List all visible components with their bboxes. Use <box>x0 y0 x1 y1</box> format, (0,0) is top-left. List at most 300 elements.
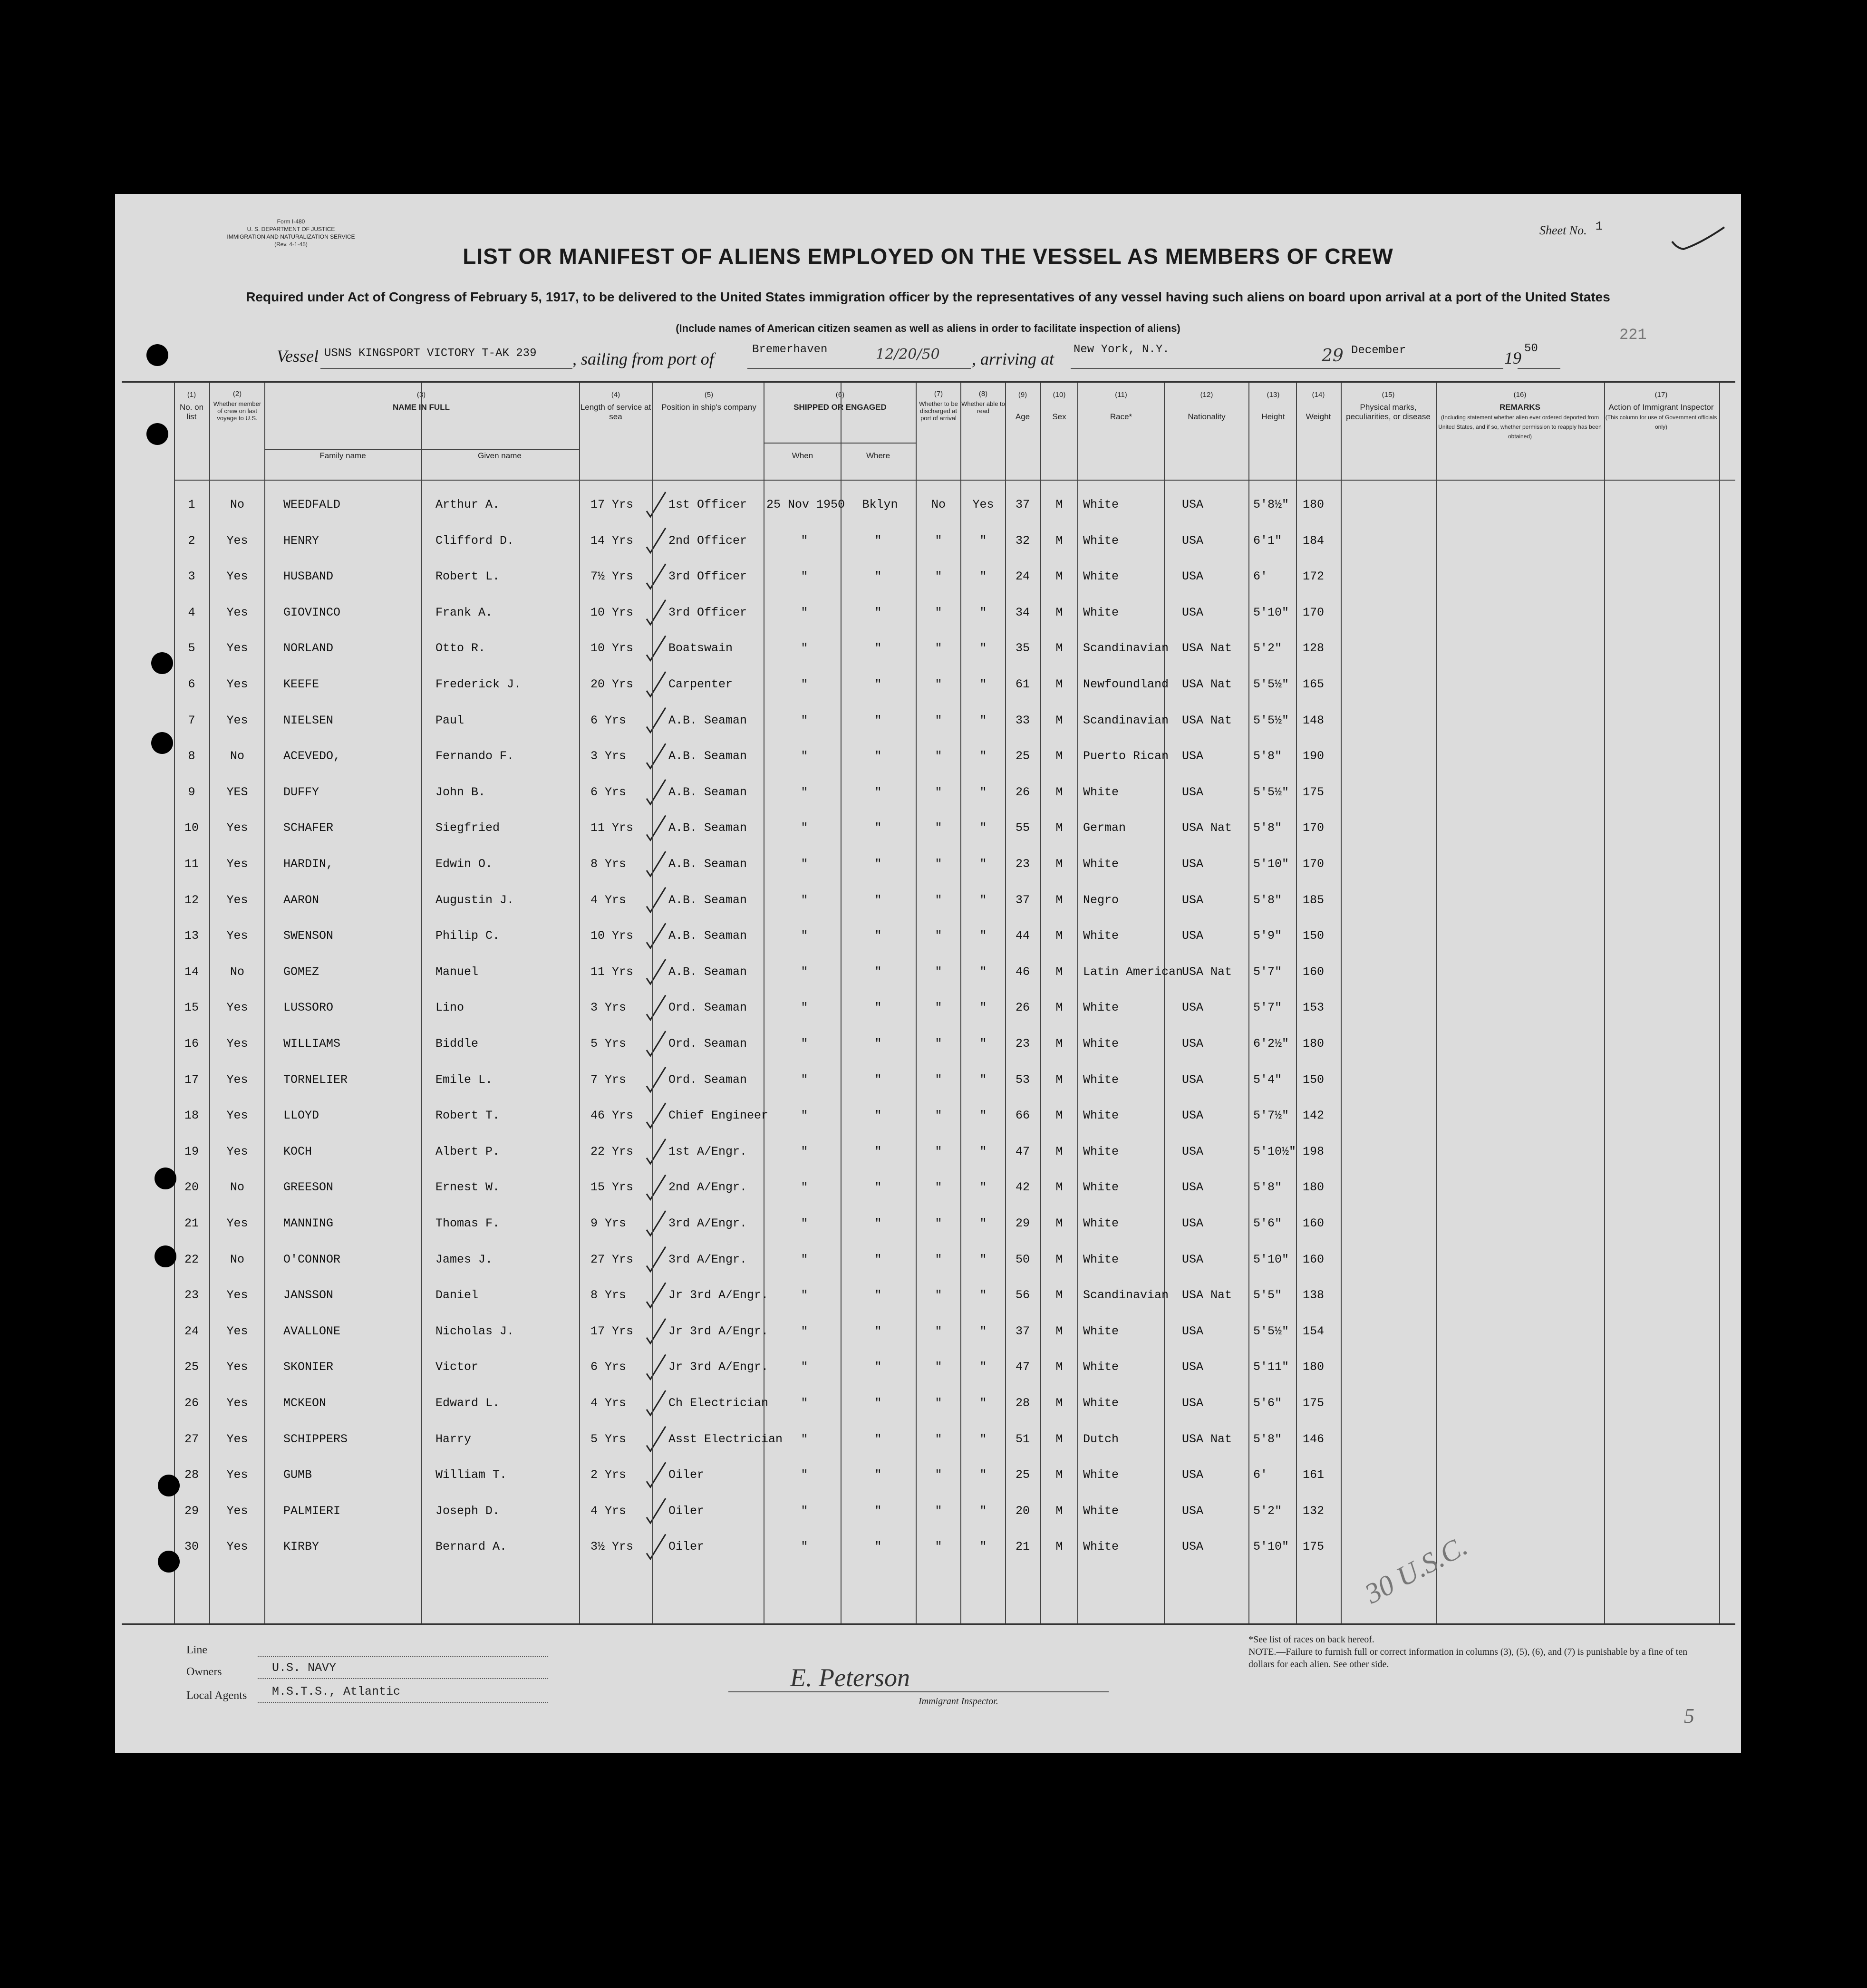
ditto-mark: " <box>874 1504 882 1518</box>
cell-height: 5'7" <box>1253 965 1282 979</box>
ditto-mark: " <box>801 821 808 835</box>
cell-nat: USA Nat <box>1182 641 1232 656</box>
cell-race: Latin American <box>1083 965 1183 979</box>
cell-nat: USA <box>1182 1324 1204 1338</box>
ditto-mark: " <box>801 1360 808 1374</box>
ditto-mark: " <box>935 893 942 907</box>
cell-last: Yes <box>226 1396 248 1410</box>
cell-service: 6 Yrs <box>590 713 627 727</box>
cell-last: Yes <box>226 929 248 943</box>
ditto-mark: " <box>874 1396 882 1410</box>
cell-age: 56 <box>1015 1288 1030 1303</box>
ditto-mark: " <box>874 965 882 979</box>
cell-nat: USA <box>1182 1072 1204 1087</box>
cell-service: 15 Yrs <box>590 1180 634 1195</box>
ditto-mark: " <box>874 1144 882 1158</box>
cell-nat: USA <box>1182 1037 1204 1051</box>
cell-given: Clifford D. <box>435 533 514 548</box>
cell-service: 3 Yrs <box>590 1001 627 1015</box>
check-mark <box>647 780 666 804</box>
cell-no: 16 <box>184 1037 199 1051</box>
line-field <box>258 1656 548 1657</box>
header-read: (8) Whether able to read <box>961 390 1005 415</box>
cell-service: 5 Yrs <box>590 1432 627 1446</box>
cell-height: 5'5½" <box>1253 677 1289 691</box>
cell-no: 14 <box>184 965 199 979</box>
cell-weight: 146 <box>1303 1432 1325 1446</box>
punch-hole <box>155 1245 176 1267</box>
header-name: (3) NAME IN FULL <box>393 391 450 412</box>
cell-nat: USA <box>1182 569 1204 584</box>
cell-weight: 175 <box>1303 785 1325 799</box>
cell-weight: 160 <box>1303 1216 1325 1230</box>
cell-nat: USA Nat <box>1182 1288 1232 1303</box>
cell-age: 66 <box>1015 1109 1030 1123</box>
header-nationality: (12) Nationality <box>1188 391 1226 421</box>
cell-given: Augustin J. <box>435 893 514 907</box>
sheet-number: Sheet No. 1 <box>1539 219 1603 237</box>
cell-height: 5'9" <box>1253 929 1282 943</box>
cell-service: 11 Yrs <box>590 821 634 835</box>
column-rule <box>1719 383 1720 1623</box>
form-subtitle: Required under Act of Congress of February 5, 1917, to be delivered to the United States immigration officer by the representatives of any vessel having such aliens on board upon arrival at a port of the United States <box>246 290 1610 304</box>
date-underline <box>1318 368 1503 369</box>
cell-nat: USA <box>1182 498 1204 511</box>
check-mark <box>647 1390 666 1415</box>
cell-race: Scandinavian <box>1083 641 1169 656</box>
cell-age: 51 <box>1015 1432 1030 1446</box>
ditto-mark: " <box>979 821 987 835</box>
cell-position: A.B. Seaman <box>668 965 747 979</box>
ditto-mark: " <box>874 641 882 656</box>
cell-service: 22 Yrs <box>590 1144 634 1158</box>
cell-height: 5'8" <box>1253 1432 1282 1446</box>
ditto-mark: " <box>801 893 808 907</box>
cell-age: 50 <box>1015 1252 1030 1266</box>
cell-service: 7 Yrs <box>590 1072 627 1087</box>
cell-position: 2nd Officer <box>668 533 747 548</box>
line-label: Line <box>186 1644 207 1656</box>
cell-race: White <box>1083 1180 1119 1195</box>
cell-age: 25 <box>1015 1468 1030 1482</box>
cell-where: Bklyn <box>862 498 898 511</box>
cell-sex: M <box>1055 1504 1063 1518</box>
cell-weight: 160 <box>1303 1252 1325 1266</box>
cell-age: 37 <box>1015 893 1030 907</box>
cell-position: Boatswain <box>668 641 733 656</box>
cell-position: 3rd Officer <box>668 569 747 584</box>
cell-weight: 142 <box>1303 1109 1325 1123</box>
header-physical-marks: (15) Physical marks, peculiarities, or disease <box>1346 391 1431 421</box>
cell-service: 10 Yrs <box>590 929 634 943</box>
cell-height: 6' <box>1253 569 1268 584</box>
cell-no: 12 <box>184 893 199 907</box>
cell-weight: 150 <box>1303 929 1325 943</box>
check-mark <box>647 600 666 625</box>
header-inspector-action: (17) Action of Immigrant Inspector (This column for use of Government officials only) <box>1605 391 1717 430</box>
ditto-mark: " <box>979 569 987 584</box>
column-rule <box>1296 383 1297 1623</box>
cell-sex: M <box>1055 1540 1063 1554</box>
check-mark <box>647 743 666 768</box>
cell-service: 4 Yrs <box>590 1396 627 1410</box>
cell-position: Oiler <box>668 1468 705 1482</box>
cell-weight: 165 <box>1303 677 1325 691</box>
cell-height: 5'4" <box>1253 1072 1282 1087</box>
ditto-mark: " <box>979 1001 987 1015</box>
ditto-mark: " <box>874 929 882 943</box>
cell-nat: USA Nat <box>1182 821 1232 835</box>
cell-last: YES <box>226 785 248 799</box>
cell-sex: M <box>1055 1109 1063 1123</box>
cell-given: Harry <box>435 1432 472 1446</box>
ditto-mark: " <box>979 929 987 943</box>
cell-family: JANSSON <box>283 1288 334 1303</box>
header-height: (13) Height <box>1261 391 1285 421</box>
ditto-mark: " <box>979 1396 987 1410</box>
ditto-mark: " <box>801 1037 808 1051</box>
ditto-mark: " <box>935 1324 942 1338</box>
cell-service: 46 Yrs <box>590 1109 634 1123</box>
sheet-check-mark <box>1672 224 1729 253</box>
cell-race: White <box>1083 1468 1119 1482</box>
ditto-mark: " <box>801 605 808 619</box>
cell-height: 5'5" <box>1253 1288 1282 1303</box>
port-underline <box>747 368 971 369</box>
cell-no: 29 <box>184 1504 199 1518</box>
header-last-voyage: (2) Whether member of crew on last voyage to U.S. <box>213 390 261 422</box>
ditto-mark: " <box>801 929 808 943</box>
check-mark <box>647 1534 666 1559</box>
cell-weight: 170 <box>1303 857 1325 871</box>
cell-weight: 185 <box>1303 893 1325 907</box>
check-mark <box>647 1139 666 1164</box>
cell-sex: M <box>1055 1432 1063 1446</box>
ditto-mark: " <box>935 713 942 727</box>
ditto-mark: " <box>801 641 808 656</box>
cell-service: 17 Yrs <box>590 1324 634 1338</box>
cell-family: NIELSEN <box>283 713 334 727</box>
arrival-port: New York, N.Y. <box>1074 343 1170 356</box>
stamp-number: 221 <box>1619 326 1647 344</box>
ditto-mark: " <box>801 1324 808 1338</box>
ditto-mark: " <box>935 1504 942 1518</box>
ditto-mark: " <box>979 1288 987 1303</box>
ditto-mark: " <box>979 1360 987 1374</box>
cell-given: Lino <box>435 1001 464 1015</box>
ditto-mark: " <box>935 785 942 799</box>
cell-position: 1st A/Engr. <box>668 1144 747 1158</box>
owners-field <box>258 1678 548 1679</box>
cell-position: A.B. Seaman <box>668 857 747 871</box>
cell-nat: USA <box>1182 929 1204 943</box>
cell-age: 42 <box>1015 1180 1030 1195</box>
year-suffix: 50 <box>1524 342 1538 355</box>
arrival-underline <box>1071 368 1318 369</box>
header-sex: (10) Sex <box>1052 391 1066 421</box>
ditto-mark: " <box>979 1037 987 1051</box>
cell-position: Carpenter <box>668 677 733 691</box>
cell-last: Yes <box>226 1072 248 1087</box>
cell-family: SCHAFER <box>283 821 334 835</box>
cell-last: Yes <box>226 1540 248 1554</box>
cell-height: 5'6" <box>1253 1396 1282 1410</box>
cell-sex: M <box>1055 1180 1063 1195</box>
check-mark <box>647 923 666 948</box>
cell-family: AVALLONE <box>283 1324 341 1338</box>
cell-given: Frank A. <box>435 605 493 619</box>
column-rule <box>1248 383 1249 1623</box>
cell-nat: USA Nat <box>1182 713 1232 727</box>
inspector-label: Immigrant Inspector. <box>919 1696 998 1707</box>
cell-service: 6 Yrs <box>590 785 627 799</box>
cell-given: Emile L. <box>435 1072 493 1087</box>
cell-height: 5'8" <box>1253 893 1282 907</box>
cell-service: 17 Yrs <box>590 498 634 511</box>
cell-position: Chief Engineer <box>668 1109 769 1123</box>
cell-read: Yes <box>972 498 994 511</box>
ditto-mark: " <box>874 857 882 871</box>
cell-sex: M <box>1055 605 1063 619</box>
ditto-mark: " <box>979 893 987 907</box>
ditto-mark: " <box>874 1360 882 1374</box>
agents-value: M.S.T.S., Atlantic <box>272 1685 401 1698</box>
ditto-mark: " <box>874 749 882 763</box>
cell-family: GOMEZ <box>283 965 319 979</box>
cell-age: 20 <box>1015 1504 1030 1518</box>
ditto-mark: " <box>935 641 942 656</box>
check-mark <box>647 1283 666 1307</box>
cell-height: 5'8" <box>1253 749 1282 763</box>
year-underline <box>1518 368 1560 369</box>
cell-no: 19 <box>184 1144 199 1158</box>
cell-given: Ernest W. <box>435 1180 500 1195</box>
ditto-mark: " <box>874 893 882 907</box>
cell-age: 32 <box>1015 533 1030 548</box>
check-mark <box>647 1067 666 1092</box>
year-prefix: 19 <box>1504 348 1521 367</box>
cell-no: 9 <box>188 785 195 799</box>
check-mark <box>647 708 666 733</box>
cell-height: 5'8½" <box>1253 498 1289 511</box>
cell-given: William T. <box>435 1468 507 1482</box>
cell-family: ACEVEDO, <box>283 749 341 763</box>
cell-sex: M <box>1055 965 1063 979</box>
check-mark <box>647 1103 666 1128</box>
ditto-mark: " <box>874 569 882 584</box>
check-mark <box>647 1498 666 1523</box>
cell-given: Biddle <box>435 1037 479 1051</box>
ditto-mark: " <box>979 1144 987 1158</box>
cell-no: 15 <box>184 1001 199 1015</box>
cell-last: Yes <box>226 1037 248 1051</box>
cell-age: 26 <box>1015 785 1030 799</box>
sailing-port: Bremerhaven <box>752 343 828 356</box>
cell-sex: M <box>1055 1468 1063 1482</box>
check-mark <box>647 1247 666 1272</box>
cell-position: A.B. Seaman <box>668 821 747 835</box>
cell-race: White <box>1083 1324 1119 1338</box>
cell-given: Arthur A. <box>435 498 500 511</box>
cell-given: Robert L. <box>435 569 500 584</box>
cell-last: Yes <box>226 1504 248 1518</box>
cell-sex: M <box>1055 1396 1063 1410</box>
cell-age: 35 <box>1015 641 1030 656</box>
cell-nat: USA <box>1182 605 1204 619</box>
ditto-mark: " <box>801 1432 808 1446</box>
cell-weight: 175 <box>1303 1396 1325 1410</box>
ditto-mark: " <box>801 1252 808 1266</box>
cell-height: 5'8" <box>1253 1180 1282 1195</box>
cell-given: John B. <box>435 785 486 799</box>
cell-nat: USA Nat <box>1182 1432 1232 1446</box>
cell-height: 5'7½" <box>1253 1109 1289 1123</box>
cell-family: WEEDFALD <box>283 498 341 511</box>
ditto-mark: " <box>801 1001 808 1015</box>
header-remarks: (16) REMARKS (Including statement whether alien ever ordered deported from United States, and if so, whether permission to reapply has been obtained) <box>1438 391 1602 440</box>
ditto-mark: " <box>979 1072 987 1087</box>
cell-nat: USA Nat <box>1182 965 1232 979</box>
cell-sex: M <box>1055 1144 1063 1158</box>
header-shipped: (6) SHIPPED OR ENGAGED <box>793 391 887 412</box>
arrival-day: 29 <box>1322 346 1344 366</box>
cell-given: Edwin O. <box>435 857 493 871</box>
cell-weight: 160 <box>1303 965 1325 979</box>
column-rule <box>1077 383 1078 1623</box>
cell-sex: M <box>1055 785 1063 799</box>
ditto-mark: " <box>801 857 808 871</box>
ditto-mark: " <box>979 677 987 691</box>
cell-race: White <box>1083 1072 1119 1087</box>
header-position: (5) Position in ship's company <box>661 391 756 412</box>
cell-weight: 148 <box>1303 713 1325 727</box>
cell-service: 10 Yrs <box>590 641 634 656</box>
cell-age: 25 <box>1015 749 1030 763</box>
cell-family: SWENSON <box>283 929 334 943</box>
cell-position: Ch Electrician <box>668 1396 769 1410</box>
ditto-mark: " <box>935 533 942 548</box>
cell-family: HARDIN, <box>283 857 334 871</box>
cell-given: Siegfried <box>435 821 500 835</box>
cell-age: 37 <box>1015 498 1030 511</box>
cell-no: 20 <box>184 1180 199 1195</box>
ditto-mark: " <box>801 1180 808 1195</box>
cell-weight: 128 <box>1303 641 1325 656</box>
cell-race: White <box>1083 605 1119 619</box>
check-mark <box>647 851 666 876</box>
cell-family: SCHIPPERS <box>283 1432 348 1446</box>
cell-given: Albert P. <box>435 1144 500 1158</box>
check-mark <box>647 1462 666 1487</box>
cell-weight: 180 <box>1303 1037 1325 1051</box>
cell-nat: USA <box>1182 1109 1204 1123</box>
ditto-mark: " <box>979 1468 987 1482</box>
cell-race: White <box>1083 1144 1119 1158</box>
cell-no: 4 <box>188 605 195 619</box>
cell-race: White <box>1083 1540 1119 1554</box>
ditto-mark: " <box>874 1001 882 1015</box>
cell-height: 5'8" <box>1253 821 1282 835</box>
vessel-name: USNS KINGSPORT VICTORY T-AK 239 <box>324 347 537 360</box>
header-weight: (14) Weight <box>1306 391 1331 421</box>
cell-height: 5'5½" <box>1253 713 1289 727</box>
ditto-mark: " <box>801 569 808 584</box>
cell-no: 17 <box>184 1072 199 1087</box>
cell-family: LLOYD <box>283 1109 319 1123</box>
cell-age: 23 <box>1015 857 1030 871</box>
punch-hole <box>151 732 173 754</box>
cell-position: A.B. Seaman <box>668 929 747 943</box>
cell-sex: M <box>1055 641 1063 656</box>
ditto-mark: " <box>874 605 882 619</box>
cell-nat: USA <box>1182 1144 1204 1158</box>
header-family-name: Family name <box>319 451 366 460</box>
cell-family: AARON <box>283 893 319 907</box>
cell-nat: USA <box>1182 1540 1204 1554</box>
cell-age: 34 <box>1015 605 1030 619</box>
cell-last: Yes <box>226 713 248 727</box>
check-mark <box>647 888 666 912</box>
cell-position: A.B. Seaman <box>668 785 747 799</box>
cell-family: MANNING <box>283 1216 334 1230</box>
cell-position: A.B. Seaman <box>668 713 747 727</box>
ditto-mark: " <box>801 533 808 548</box>
cell-sex: M <box>1055 498 1063 511</box>
cell-race: White <box>1083 1396 1119 1410</box>
cell-family: TORNELIER <box>283 1072 348 1087</box>
cell-sex: M <box>1055 713 1063 727</box>
cell-height: 6' <box>1253 1468 1268 1482</box>
ditto-mark: " <box>979 749 987 763</box>
arrival-month: December <box>1351 344 1406 357</box>
header-where: Where <box>866 451 890 460</box>
cell-service: 6 Yrs <box>590 1360 627 1374</box>
cell-race: Scandinavian <box>1083 1288 1169 1303</box>
cell-race: White <box>1083 1360 1119 1374</box>
cell-height: 5'10½" <box>1253 1144 1296 1158</box>
ditto-mark: " <box>801 1504 808 1518</box>
cell-height: 5'6" <box>1253 1216 1282 1230</box>
cell-height: 5'2" <box>1253 1504 1282 1518</box>
cell-service: 3 Yrs <box>590 749 627 763</box>
sail-date: 12/20/50 <box>876 346 940 363</box>
cell-given: Otto R. <box>435 641 486 656</box>
agents-field <box>258 1702 548 1703</box>
cell-sex: M <box>1055 929 1063 943</box>
cell-age: 24 <box>1015 569 1030 584</box>
cell-no: 24 <box>184 1324 199 1338</box>
cell-family: DUFFY <box>283 785 319 799</box>
cell-weight: 198 <box>1303 1144 1325 1158</box>
cell-service: 20 Yrs <box>590 677 634 691</box>
ditto-mark: " <box>979 785 987 799</box>
cell-no: 25 <box>184 1360 199 1374</box>
cell-height: 5'5½" <box>1253 785 1289 799</box>
cell-nat: USA <box>1182 893 1204 907</box>
cell-weight: 161 <box>1303 1468 1325 1482</box>
ditto-mark: " <box>935 1540 942 1554</box>
cell-service: 4 Yrs <box>590 1504 627 1518</box>
cell-no: 7 <box>188 713 195 727</box>
ditto-mark: " <box>874 1037 882 1051</box>
ditto-mark: " <box>979 713 987 727</box>
crew-table <box>122 381 1735 1625</box>
cell-age: 46 <box>1015 965 1030 979</box>
cell-family: O'CONNOR <box>283 1252 341 1266</box>
cell-given: Manuel <box>435 965 479 979</box>
cell-last: Yes <box>226 1360 248 1374</box>
punch-hole <box>146 344 168 366</box>
